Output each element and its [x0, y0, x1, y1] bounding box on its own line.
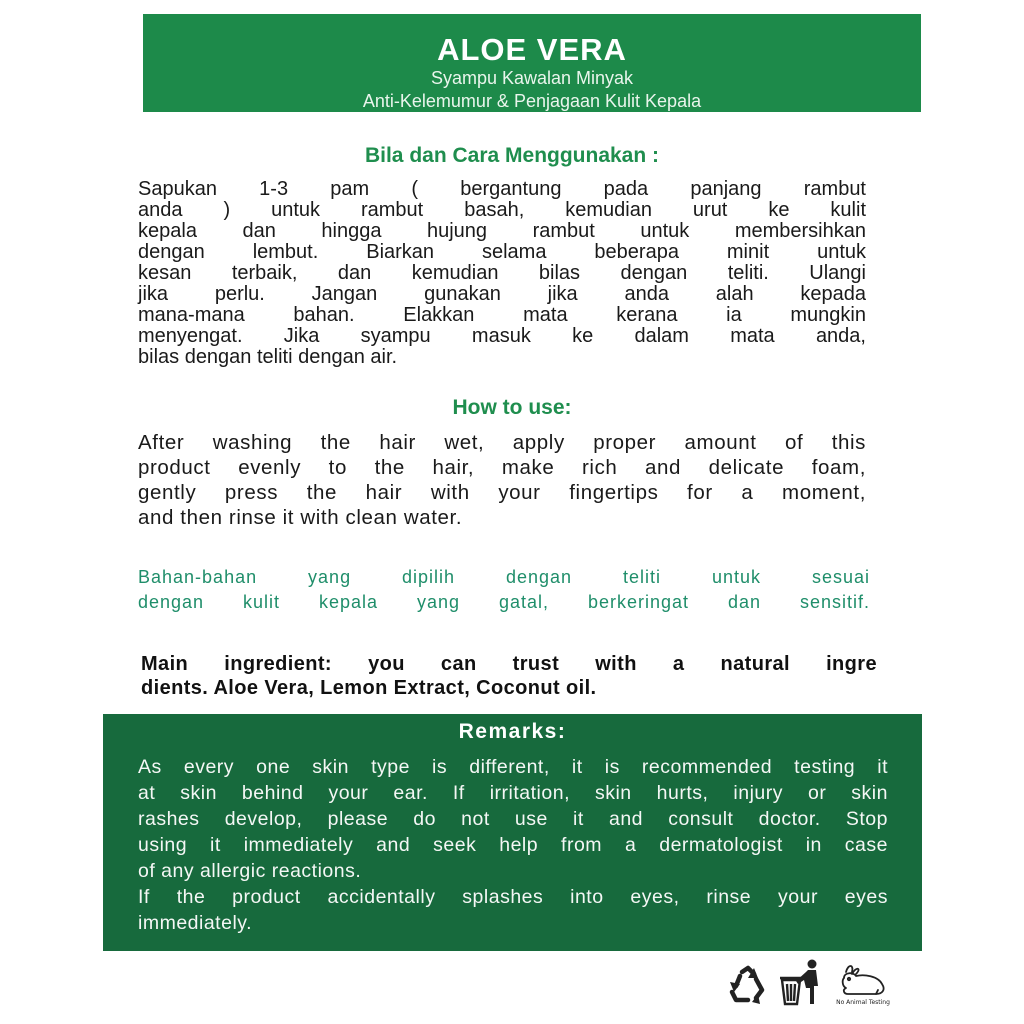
text-line: bilas dengan teliti dengan air. [138, 346, 398, 368]
text-line: Bahan-bahan yang dipilih dengan teliti untuk sesuai [138, 567, 870, 587]
remarks-panel [103, 714, 922, 951]
rabbit-caption: No Animal Testing [836, 999, 890, 1006]
text-line: kepala dan hingga hujung rambut untuk membersihkan [138, 220, 866, 242]
text-line: If the product accidentally splashes into eyes, rinse your eyes [138, 886, 888, 908]
product-subtitle-2: Anti-Kelemumur & Penjagaan Kulit Kepala [362, 91, 702, 111]
product-subtitle-1: Syampu Kawalan Minyak [430, 68, 634, 88]
text-line: dengan kulit kepala yang gatal, berkeringat dan sensitif. [138, 592, 870, 612]
text-line: using it immediately and seek help from a dermatologist in case [138, 834, 888, 856]
text-line: kesan terbaik, dan kemudian bilas dengan teliti. Ulangi [138, 262, 866, 284]
english-usage-heading: How to use: [452, 396, 572, 419]
english-usage-paragraph [138, 430, 866, 530]
text-line: dients. Aloe Vera, Lemon Extract, Coconut oil. [141, 677, 597, 699]
text-line: jika perlu. Jangan gunakan jika anda alah kepada [138, 283, 866, 305]
text-line: menyengat. Jika syampu masuk ke dalam mata anda, [138, 325, 866, 347]
text-line: dengan lembut. Biarkan selama beberapa minit untuk [138, 241, 866, 263]
text-line: gently press the hair with your fingertips for a moment, [138, 481, 866, 504]
ingredient-selection-note [138, 565, 870, 615]
text-line: Main ingredient: you can trust with a natural ingre [141, 653, 877, 675]
text-line: of any allergic reactions. [138, 860, 362, 882]
no-animal-testing-rabbit-icon [834, 962, 892, 1006]
text-line: As every one skin type is different, it is recommended testing it [138, 756, 888, 778]
main-ingredients [141, 652, 877, 700]
text-line: After washing the hair wet, apply proper amount of this [138, 431, 866, 454]
header-banner [143, 14, 921, 112]
recycle-icon [726, 964, 770, 1006]
text-line: anda ) untuk rambut basah, kemudian urut ke kulit [138, 199, 866, 221]
text-line: Sapukan 1-3 pam ( bergantung pada panjang rambut [138, 178, 866, 200]
text-line: product evenly to the hair, make rich and delicate foam, [138, 456, 866, 479]
remarks-body [138, 754, 888, 936]
text-line: rashes develop, please do not use it and consult doctor. Stop [138, 808, 888, 830]
text-line: at skin behind your ear. If irritation, skin hurts, injury or skin [138, 782, 888, 804]
product-title: ALOE VERA [437, 32, 627, 67]
malay-usage-heading: Bila dan Cara Menggunakan : [364, 144, 660, 167]
text-line: and then rinse it with clean water. [138, 506, 463, 529]
text-line: immediately. [138, 912, 253, 934]
trash-bin-person-icon [778, 958, 824, 1008]
remarks-heading: Remarks: [458, 720, 567, 743]
text-line: mana-mana bahan. Elakkan mata kerana ia mungkin [138, 304, 866, 326]
malay-usage-paragraph [138, 179, 866, 368]
